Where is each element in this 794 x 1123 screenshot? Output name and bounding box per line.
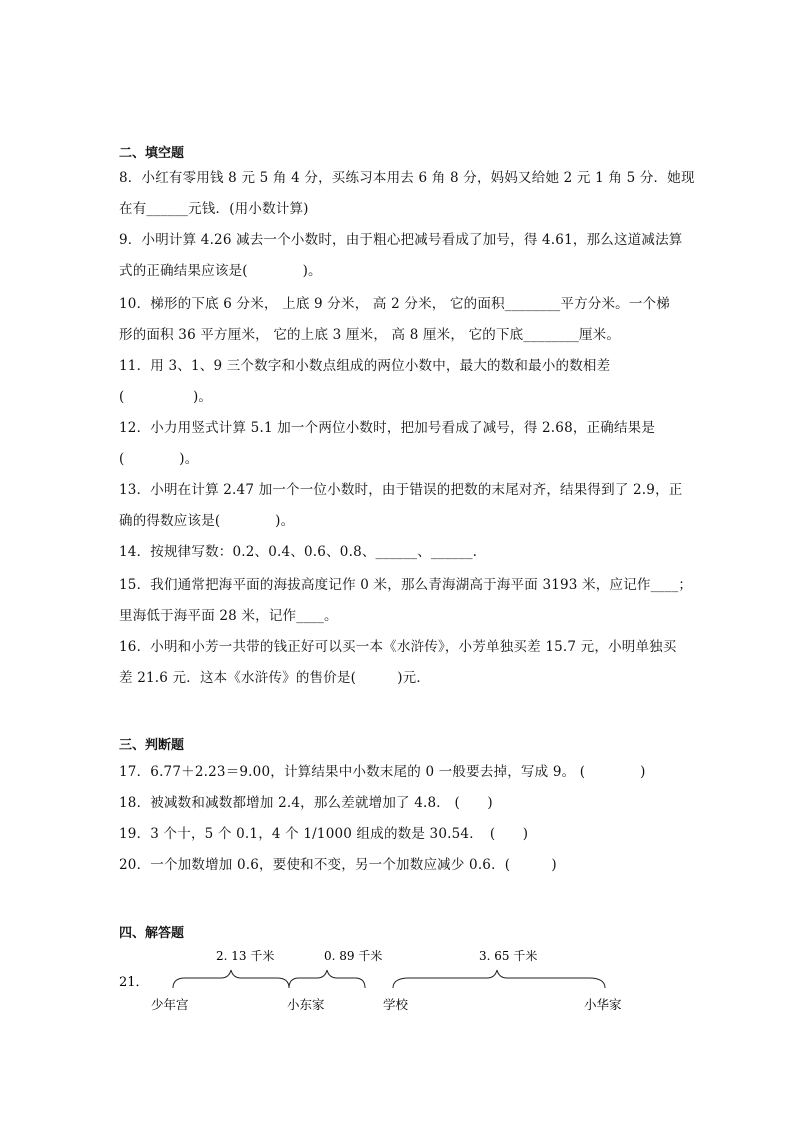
question-13-line-2: 确的得数应该是( )。 — [119, 513, 295, 529]
question-18-line: 18．被减数和减数都增加 2.4，那么差就增加了 4.8． ( ) — [119, 795, 493, 811]
brace-segment-1 — [173, 970, 289, 988]
section-title-judge: 三、判断题 — [119, 738, 185, 753]
brace-segment-2 — [289, 970, 365, 988]
question-13-line-1: 13．小明在计算 2.47 加一个一位小数时，由于错误的把数的末尾对齐，结果得到了 2.9，正 — [119, 482, 683, 498]
section-title-fill-blank: 二、填空题 — [119, 146, 185, 161]
place-shaoniangong: 少年宫 — [151, 997, 189, 1012]
question-10-line-2: 形的面积 36 平方厘米， 它的上底 3 厘米， 高 8 厘米， 它的下底________厘米。 — [119, 327, 621, 343]
question-9-line-2: 式的正确结果应该是( )。 — [119, 263, 322, 279]
question-19-line: 19．3 个十，5 个 0.1，4 个 1/1000 组成的数是 30.54． ( ) — [119, 826, 529, 842]
place-xiaodong-home: 小东家 — [287, 997, 325, 1012]
question-12-line-1: 12．小力用竖式计算 5.1 加一个两位小数时，把加号看成了减号，得 2.68，正确结果是 — [119, 420, 656, 436]
question-9-line-1: 9．小明计算 4.26 减去一个小数时，由于粗心把减号看成了加号，得 4.61，那么这道减法算 — [119, 232, 683, 248]
question-15-line-1: 15．我们通常把海平面的海拔高度记作 0 米，那么青海湖高于海平面 3193 米，应记作____； — [119, 577, 693, 593]
question-10-line-1: 10．梯形的下底 6 分米， 上底 9 分米， 高 2 分米， 它的面积________平方分米。一个梯 — [119, 296, 670, 312]
distance-diagram — [119, 940, 639, 1020]
question-11-line-2: ( )。 — [119, 389, 213, 405]
place-school: 学校 — [383, 997, 409, 1012]
question-16-line-2: 差 21.6 元．这本《水浒传》的售价是( )元． — [119, 670, 431, 686]
question-11-line-1: 11．用 3、1、9 三个数字和小数点组成的两位小数中，最大的数和最小的数相差 — [119, 358, 611, 374]
question-16-line-1: 16．小明和小芳一共带的钱正好可以买一本《水浒传》，小芳单独买差 15.7 元，小明单独买 — [119, 639, 677, 655]
question-8-line-2: 在有______元钱．(用小数计算) — [119, 201, 309, 217]
question-17-line: 17．6.77＋2.23＝9.00，计算结果中小数末尾的 0 一般要去掉，写成 9。 ( ) — [119, 764, 646, 780]
brace-segment-3 — [393, 970, 605, 988]
place-xiaohua-home: 小华家 — [584, 997, 622, 1012]
question-20-line: 20．一个加数增加 0.6，要使和不变，另一个加数应减少 0.6．( ) — [119, 857, 557, 873]
segment-3-distance: 3. 65 千米 — [479, 949, 538, 963]
question-14-line: 14．按规律写数：0.2、0.4、0.6、0.8、______、______. — [119, 544, 478, 560]
segment-1-distance: 2. 13 千米 — [216, 949, 275, 963]
question-12-line-2: ( )。 — [119, 451, 199, 467]
question-21-number: 21． — [119, 975, 149, 990]
segment-2-distance: 0. 89 千米 — [324, 949, 383, 963]
question-8-line-1: 8．小红有零用钱 8 元 5 角 4 分，买练习本用去 6 角 8 分，妈妈又给她 2 元 1 角 5 分．她现 — [119, 170, 695, 186]
question-15-line-2: 里海低于海平面 28 米，记作____。 — [119, 608, 338, 624]
section-title-answer: 四、解答题 — [119, 926, 185, 941]
